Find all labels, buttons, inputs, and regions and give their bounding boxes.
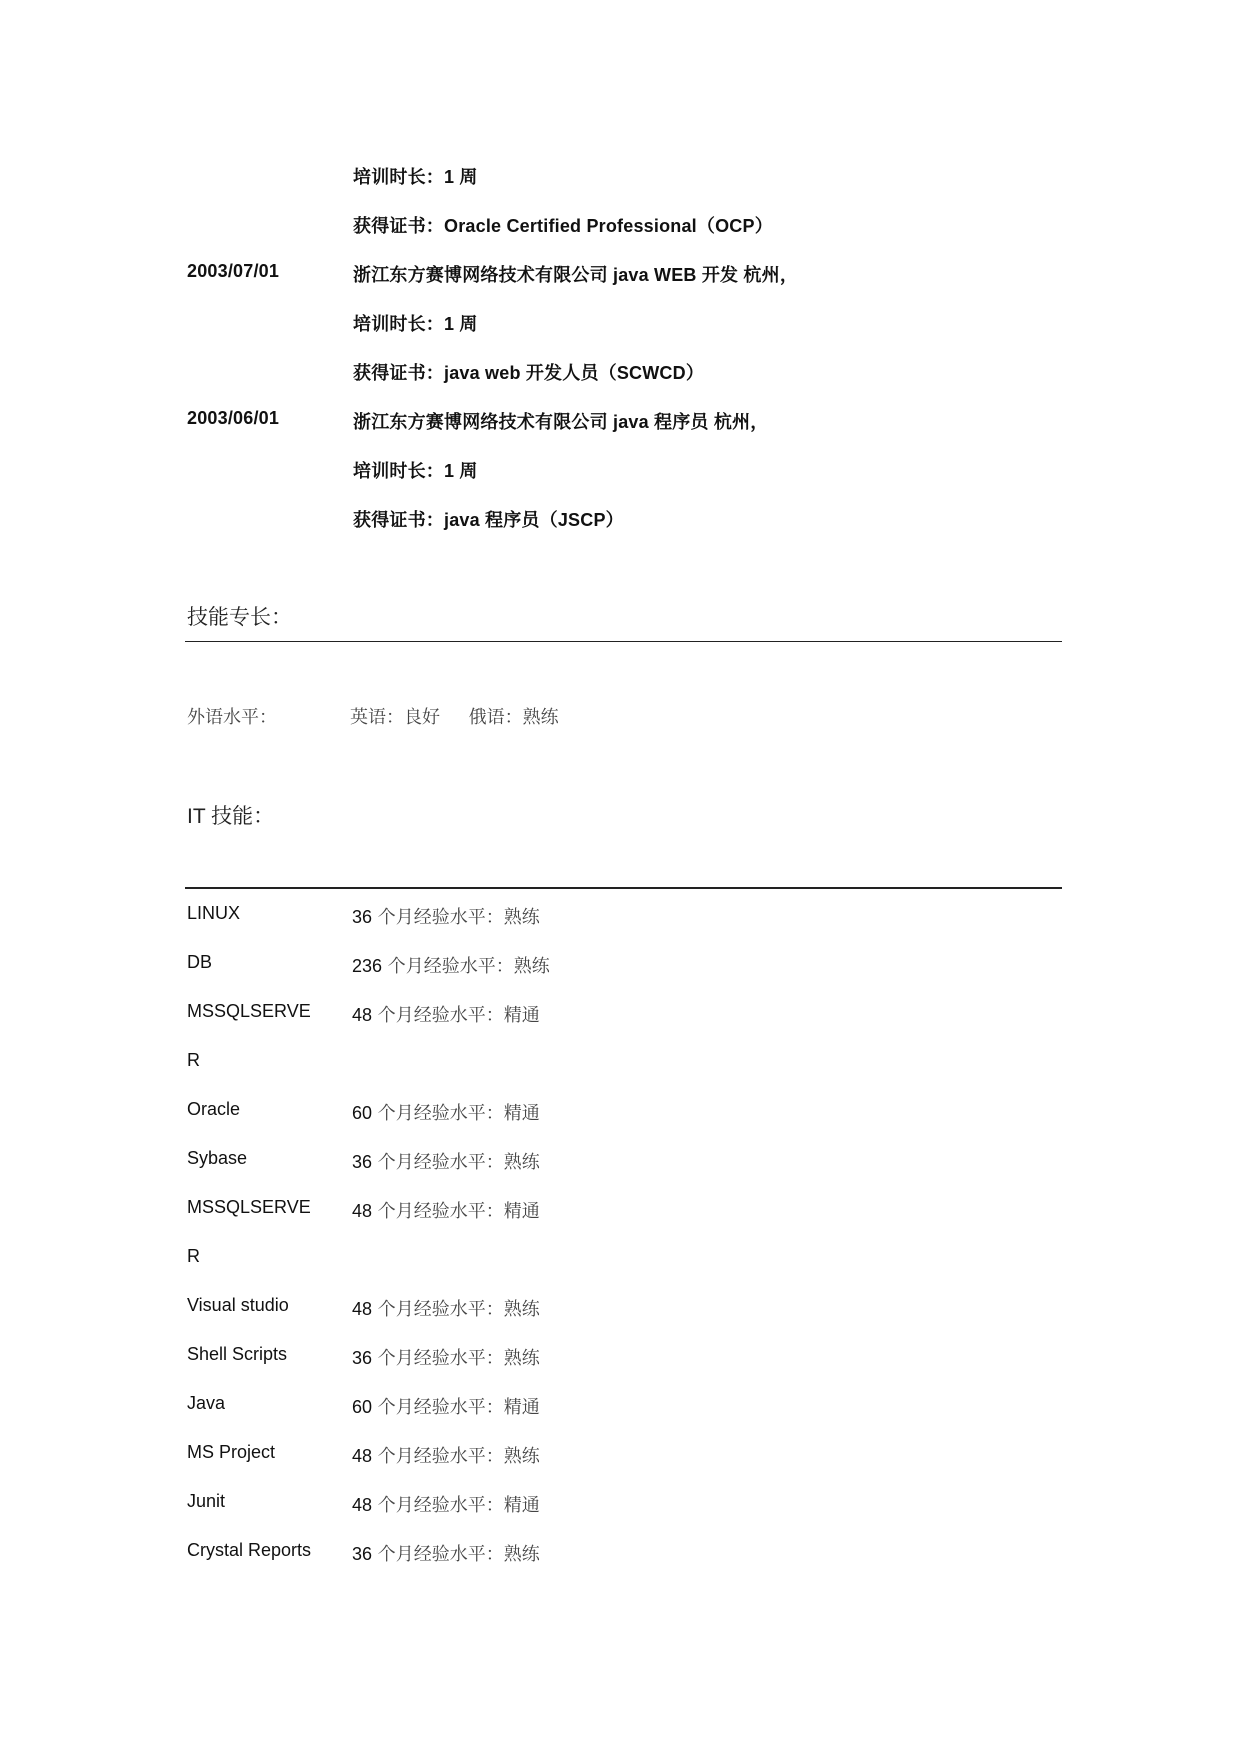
skill-level: 熟练 (503, 1348, 540, 1369)
skill-name: Visual studio (187, 1295, 289, 1315)
skill-months: 36 (352, 907, 373, 927)
skill-experience (352, 1148, 540, 1174)
skill-level: 熟练 (503, 1299, 540, 1320)
skill-months: 236 (352, 956, 383, 976)
skill-name: Sybase (187, 1148, 248, 1168)
skill-experience (352, 1344, 540, 1370)
skill-experience (352, 1001, 540, 1027)
training-line: 培训时长：1 周 (353, 461, 478, 481)
skill-level: 精通 (503, 1201, 540, 1222)
skill-unit: 个月经验水平： (372, 1397, 504, 1418)
skill-experience (352, 1197, 540, 1223)
skill-name: Crystal Reports (187, 1540, 312, 1560)
skill-experience (352, 903, 540, 929)
skill-months: 36 (352, 1544, 373, 1564)
training-line: 浙江东方赛博网络技术有限公司 java WEB 开发 杭州， (353, 265, 799, 285)
skill-unit: 个月经验水平： (372, 907, 504, 928)
skill-unit: 个月经验水平： (372, 1005, 504, 1026)
skill-months: 48 (352, 1201, 373, 1221)
skill-experience (352, 952, 550, 978)
skill-unit: 个月经验水平： (372, 1348, 504, 1369)
skill-name: DB (187, 952, 213, 972)
training-line: 获得证书：java web 开发人员（SCWCD） (353, 363, 705, 383)
skill-months: 60 (352, 1397, 373, 1417)
skill-level: 熟练 (503, 1152, 540, 1173)
skill-experience (352, 1099, 540, 1125)
training-line: 获得证书：java 程序员（JSCP） (353, 510, 624, 530)
skill-level: 精通 (503, 1103, 540, 1124)
skill-experience (352, 1491, 540, 1517)
skill-name: Oracle (187, 1099, 241, 1119)
skill-level: 熟练 (503, 1544, 540, 1565)
training-line: 培训时长：1 周 (353, 314, 478, 334)
section-divider (185, 641, 1062, 642)
skill-months: 60 (352, 1103, 373, 1123)
skill-experience (352, 1295, 540, 1321)
skill-unit: 个月经验水平： (382, 956, 514, 977)
skill-months: 48 (352, 1495, 373, 1515)
section-title-it: IT 技能： (187, 805, 275, 828)
skill-experience (352, 1442, 540, 1468)
skill-unit: 个月经验水平： (372, 1152, 504, 1173)
skill-name: Shell Scripts (187, 1344, 288, 1364)
skill-level: 精通 (503, 1005, 540, 1026)
training-line: 培训时长：1 周 (353, 167, 478, 187)
skill-experience (352, 1540, 540, 1566)
skill-unit: 个月经验水平： (372, 1201, 504, 1222)
training-date: 2003/06/01 (187, 408, 280, 428)
skill-months: 48 (352, 1299, 373, 1319)
skill-level: 熟练 (503, 1446, 540, 1467)
skill-months: 48 (352, 1005, 373, 1025)
skill-level: 精通 (503, 1397, 540, 1418)
skill-experience (352, 1393, 540, 1419)
skill-level: 熟练 (503, 907, 540, 928)
skill-name: Java (187, 1393, 226, 1413)
skill-unit: 个月经验水平： (372, 1495, 504, 1516)
skill-unit: 个月经验水平： (372, 1544, 504, 1565)
skill-name: MS Project (187, 1442, 276, 1462)
section-title-skills: 技能专长： (187, 605, 292, 629)
language-value: 英语：良好 俄语：熟练 (350, 707, 559, 728)
section-divider (185, 887, 1062, 889)
skill-name: Junit (187, 1491, 226, 1511)
skill-unit: 个月经验水平： (372, 1299, 504, 1320)
skill-level: 熟练 (513, 956, 550, 977)
skill-level: 精通 (503, 1495, 540, 1516)
training-date: 2003/07/01 (187, 261, 280, 281)
skill-months: 36 (352, 1348, 373, 1368)
skill-name: MSSQLSERVE (187, 1001, 311, 1021)
skill-name-wrap: R (187, 1246, 200, 1266)
skill-name-wrap: R (187, 1050, 200, 1070)
training-line: 获得证书：Oracle Certified Professional（OCP） (353, 216, 773, 236)
language-label: 外语水平： (187, 707, 277, 728)
skill-name: MSSQLSERVE (187, 1197, 311, 1217)
skill-name: LINUX (187, 903, 241, 923)
training-line: 浙江东方赛博网络技术有限公司 java 程序员 杭州， (353, 412, 769, 432)
skill-months: 48 (352, 1446, 373, 1466)
skill-unit: 个月经验水平： (372, 1446, 504, 1467)
skill-months: 36 (352, 1152, 373, 1172)
skill-unit: 个月经验水平： (372, 1103, 504, 1124)
